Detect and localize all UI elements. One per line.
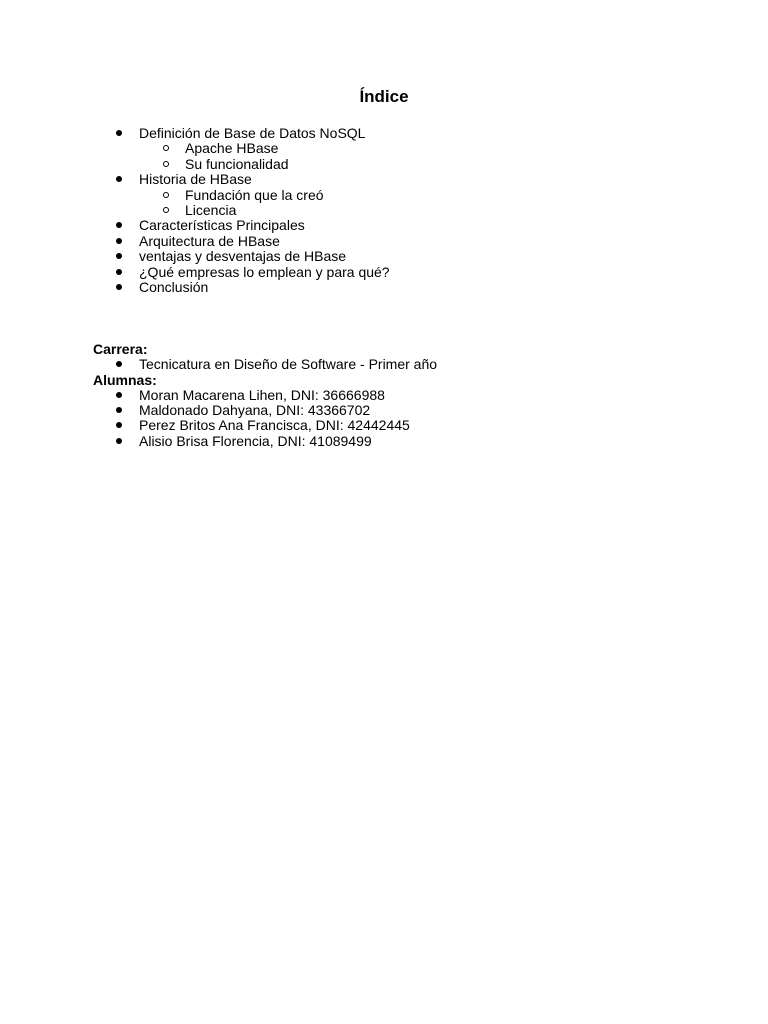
bullet-circle-icon xyxy=(163,145,169,151)
career-label: Carrera: xyxy=(93,341,148,357)
bullet-dot-icon xyxy=(116,392,122,398)
index-item: Historia de HBase xyxy=(139,171,252,187)
bullet-circle-icon xyxy=(163,207,169,213)
index-item: Conclusión xyxy=(139,279,209,295)
bullet-dot-icon xyxy=(116,269,122,275)
index-subitem: Apache HBase xyxy=(185,140,279,156)
students-label: Alumnas: xyxy=(93,372,157,388)
bullet-dot-icon xyxy=(116,222,122,228)
index-subitem: Licencia xyxy=(185,202,237,218)
bullet-dot-icon xyxy=(116,238,122,244)
student-item: Alisio Brisa Florencia, DNI: 41089499 xyxy=(139,433,372,449)
bullet-dot-icon xyxy=(116,361,122,367)
index-item: Arquitectura de HBase xyxy=(139,233,280,249)
index-item: ¿Qué empresas lo emplean y para qué? xyxy=(139,264,390,280)
bullet-dot-icon xyxy=(116,130,122,136)
bullet-dot-icon xyxy=(116,407,122,413)
index-item: ventajas y desventajas de HBase xyxy=(139,248,347,264)
bullet-circle-icon xyxy=(163,192,169,198)
bullet-circle-icon xyxy=(163,161,169,167)
bullet-dot-icon xyxy=(116,422,122,428)
student-item: Perez Britos Ana Francisca, DNI: 42442445 xyxy=(139,417,410,433)
bullet-dot-icon xyxy=(116,284,122,290)
career-value: Tecnicatura en Diseño de Software - Primer año xyxy=(139,356,438,372)
index-subitem: Su funcionalidad xyxy=(185,156,289,172)
index-item: Características Principales xyxy=(139,217,305,233)
student-item: Maldonado Dahyana, DNI: 43366702 xyxy=(139,402,371,418)
bullet-dot-icon xyxy=(116,253,122,259)
bullet-dot-icon xyxy=(116,438,122,444)
index-subitem: Fundación que la creó xyxy=(185,187,324,203)
page-title: Índice xyxy=(359,87,409,106)
student-item: Moran Macarena Lihen, DNI: 36666988 xyxy=(139,387,385,403)
index-item: Definición de Base de Datos NoSQL xyxy=(139,125,366,141)
bullet-dot-icon xyxy=(116,176,122,182)
